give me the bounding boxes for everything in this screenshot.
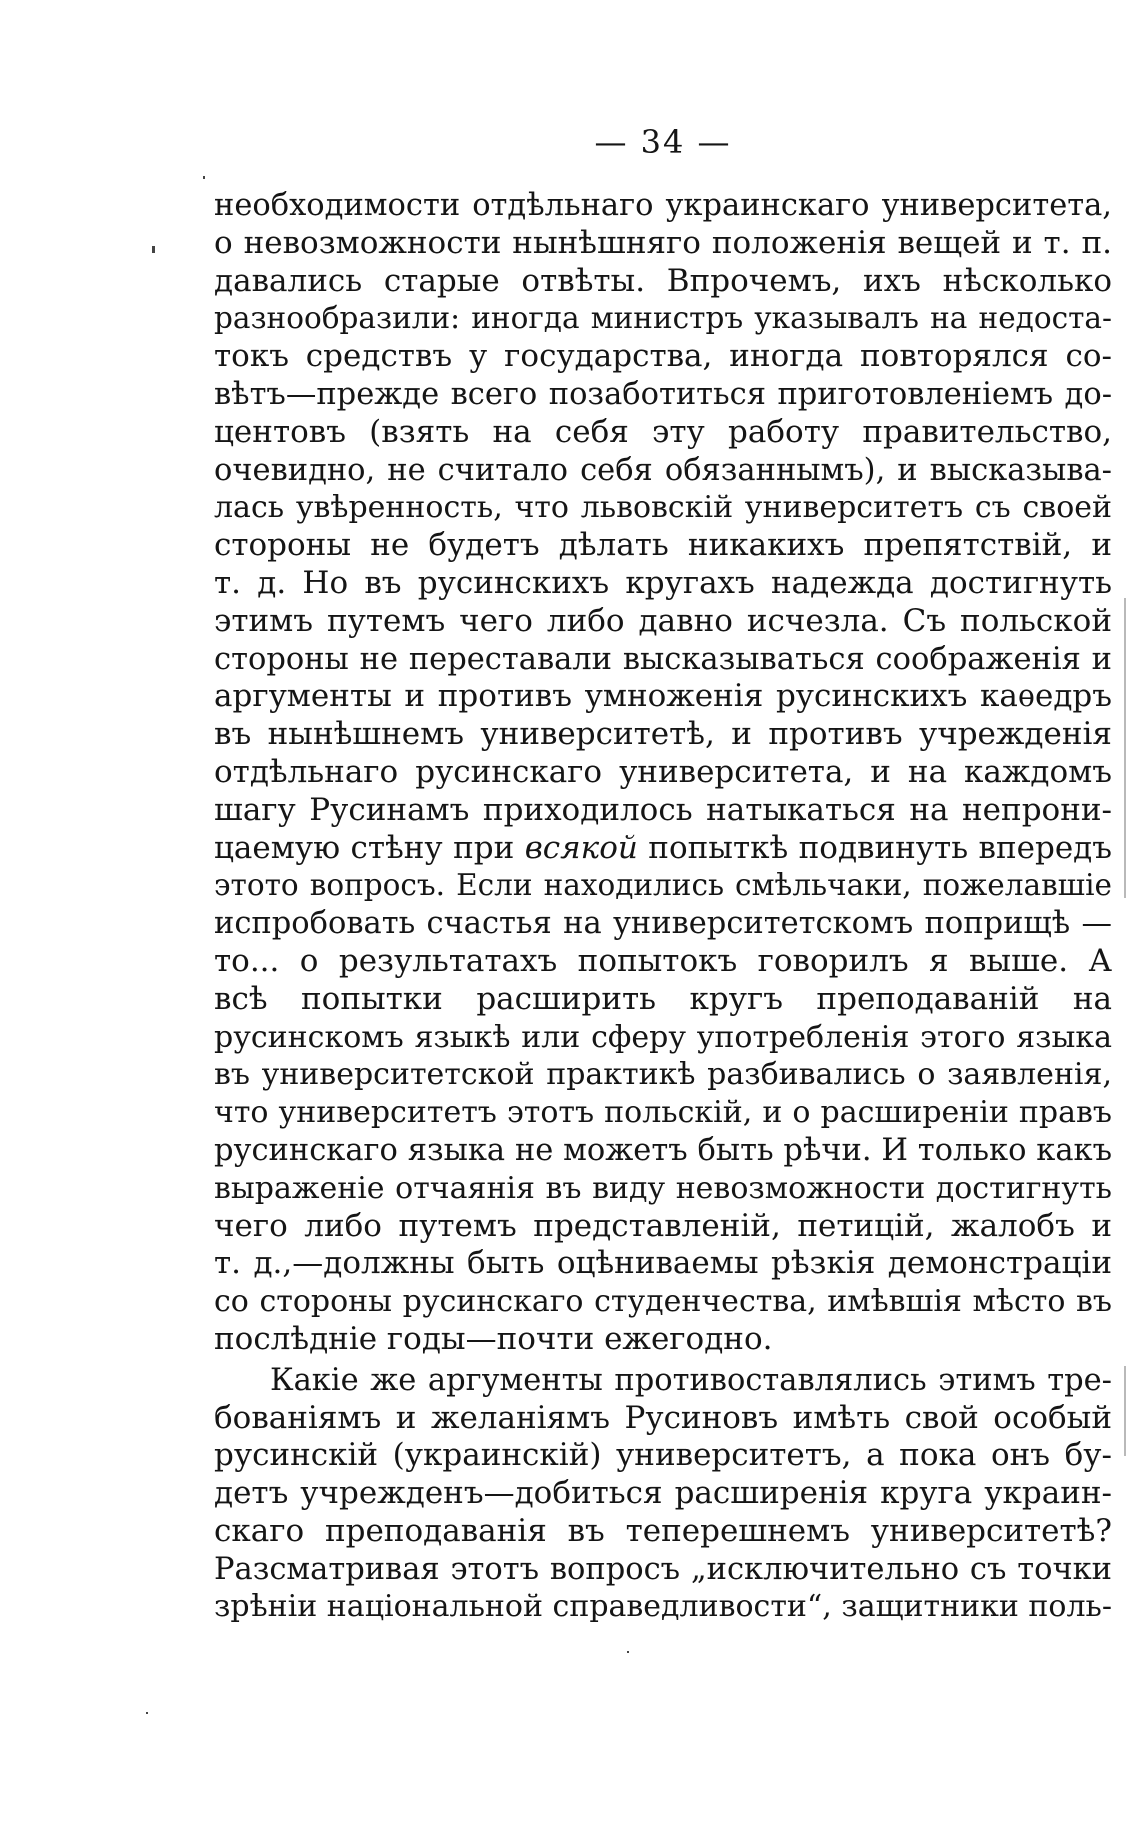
text-line: Разсматривая этотъ вопросъ „исключительно съ точки bbox=[214, 1551, 1112, 1587]
text-line: послѣдніе годы—почти ежегодно. bbox=[214, 1320, 773, 1357]
scan-edge-line bbox=[1124, 1366, 1126, 1456]
text-line: т. д.,—должны быть оцѣниваемы рѣзкія демонстраціи bbox=[214, 1245, 1112, 1282]
text-line: стороны не будетъ дѣлать никакихъ препятствій, и bbox=[214, 527, 1112, 564]
page-number: — 34 — bbox=[594, 123, 732, 161]
text-line: въ нынѣшнемъ университетѣ, и противъ учрежденія bbox=[214, 716, 1112, 753]
text-line: испробовать счастья на университетскомъ поприщѣ — bbox=[214, 906, 1112, 942]
text-line: Какіе же аргументы противоставлялись этимъ тре- bbox=[270, 1362, 1112, 1398]
text-line: детъ учрежденъ—добиться расширенія круга украин- bbox=[214, 1475, 1112, 1512]
text-line: что университетъ этотъ польскій, и о расширеніи правъ bbox=[214, 1095, 1112, 1131]
text-line: зрѣніи національной справедливости“, защитники поль- bbox=[214, 1589, 1112, 1625]
text-line: скаго преподаванія въ теперешнемъ университетѣ? bbox=[214, 1512, 1112, 1549]
paragraph bbox=[214, 187, 1112, 1359]
text-line: шагу Русинамъ приходилось натыкаться на непрони- bbox=[214, 791, 1112, 828]
text-line: чего либо путемъ представленій, петицій, жалобъ и bbox=[214, 1207, 1112, 1244]
text-line: русинскаго языка не можетъ быть рѣчи. И только какъ bbox=[214, 1132, 1112, 1168]
text-line: бованіямъ и желаніямъ Русиновъ имѣть свой особый bbox=[214, 1399, 1112, 1436]
text-line: очевидно, не считало себя обязаннымъ), и высказыва- bbox=[214, 452, 1112, 488]
text-line: стороны не переставали высказываться соображенія и bbox=[214, 641, 1112, 677]
text-line: о невозможности нынѣшняго положенія вещей и т. п. bbox=[214, 224, 1112, 261]
text-segment: цаемую стѣну при bbox=[214, 829, 525, 866]
text-line: выраженіе отчаянія въ виду невозможности достигнуть bbox=[214, 1170, 1112, 1206]
text-line: этимъ путемъ чего либо давно исчезла. Съ польской bbox=[214, 602, 1112, 639]
scan-speck bbox=[146, 1712, 148, 1714]
text-line: т. д. Но въ русинскихъ кругахъ надежда достигнуть bbox=[214, 564, 1112, 601]
text-segment: попыткѣ подвинуть впередъ bbox=[637, 829, 1112, 866]
scan-speck bbox=[152, 246, 155, 253]
text-line-with-emphasis bbox=[214, 830, 1112, 868]
scan-edge-line bbox=[1124, 598, 1126, 898]
emphasized-word: всякой bbox=[524, 829, 638, 866]
text-line: русинскомъ языкѣ или сферу употребленія этого языка bbox=[214, 1019, 1112, 1055]
text-line: разнообразили: иногда министръ указывалъ на недоста- bbox=[214, 301, 1112, 336]
text-line: со стороны русинскаго студенчества, имѣвшія мѣсто въ bbox=[214, 1284, 1112, 1320]
text-line: центовъ (взять на себя эту работу правительство, bbox=[214, 413, 1112, 450]
text-line: вѣтъ—прежде всего позаботиться приготовленіемъ до- bbox=[214, 376, 1112, 412]
text-line: всѣ попытки расширить кругъ преподаваній на bbox=[214, 980, 1112, 1017]
text-line: давались старые отвѣты. Впрочемъ, ихъ нѣсколько bbox=[214, 262, 1112, 299]
text-line: отдѣльнаго русинскаго университета, и на каждомъ bbox=[214, 753, 1112, 790]
paragraph bbox=[214, 1362, 1112, 1627]
text-line: лась увѣренность, что львовскій университетъ съ своей bbox=[214, 490, 1112, 526]
scan-speck bbox=[203, 176, 205, 179]
body-text bbox=[214, 187, 1112, 1626]
text-line: токъ средствъ у государства, иногда повторялся со- bbox=[214, 338, 1112, 375]
scan-speck bbox=[627, 1651, 629, 1653]
text-line: аргументы и противъ умноженія русинскихъ каѳедръ bbox=[214, 678, 1112, 715]
text-line: въ университетской практикѣ разбивались о заявленія, bbox=[214, 1057, 1112, 1093]
text-line: то... о результатахъ попытокъ говорилъ я выше. А bbox=[214, 942, 1112, 979]
text-line: необходимости отдѣльнаго украинскаго университета, bbox=[214, 188, 1112, 223]
text-line: этото вопросъ. Если находились смѣльчаки, пожелавшіе bbox=[214, 868, 1112, 903]
text-line: русинскій (украинскій) университетъ, а пока онъ бу- bbox=[214, 1437, 1112, 1474]
